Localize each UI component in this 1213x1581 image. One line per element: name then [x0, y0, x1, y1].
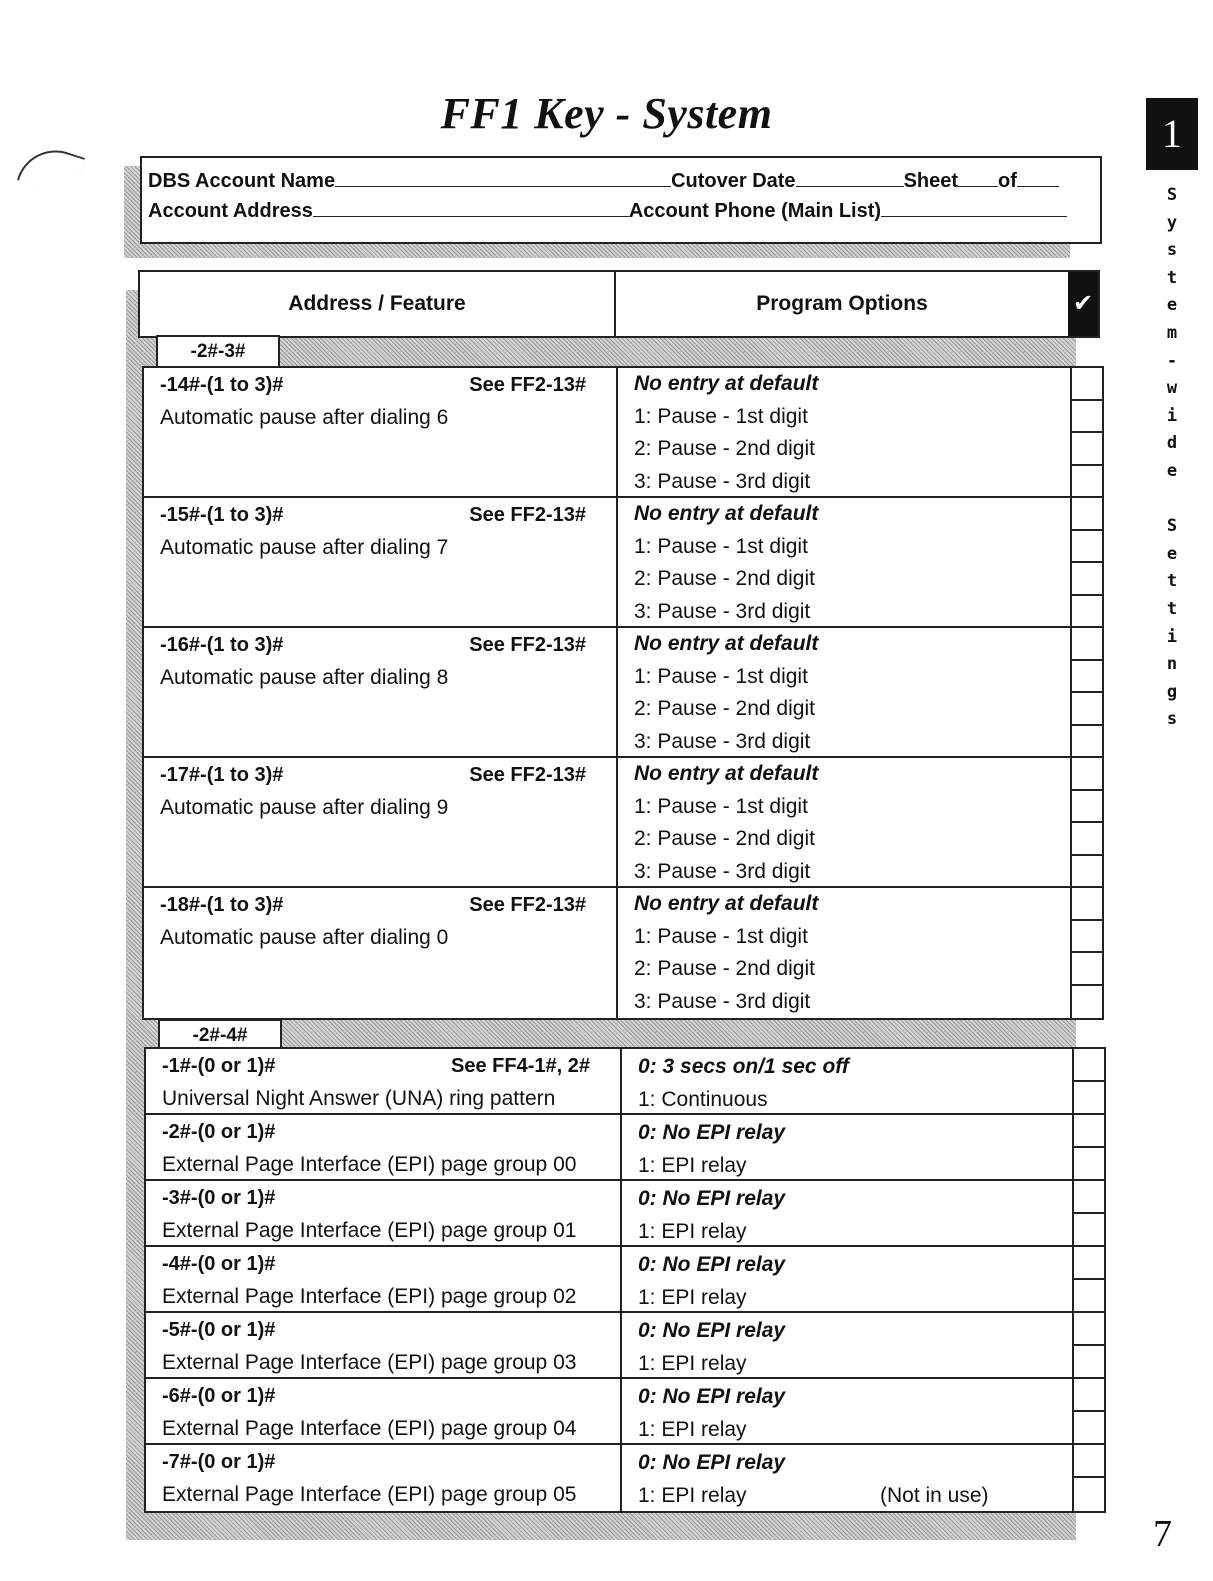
checkbox-column	[1072, 1313, 1104, 1377]
options-cell	[618, 758, 1070, 886]
default-option: 0: No EPI relay	[638, 1451, 786, 1474]
feature-description: External Page Interface (EPI) page group 03	[162, 1351, 577, 1374]
chapter-tab: 1	[1146, 98, 1198, 170]
side-letter: m	[1166, 322, 1178, 343]
sheet-field[interactable]	[958, 168, 998, 187]
program-option: 1: Continuous	[638, 1087, 768, 1111]
options-cell	[622, 1115, 1072, 1179]
checkmark-icon: ✔	[1068, 272, 1098, 336]
address-cell	[146, 1379, 622, 1443]
options-cell	[618, 368, 1070, 496]
option-checkbox[interactable]	[1072, 921, 1102, 954]
corner-mark	[17, 140, 85, 198]
of-field[interactable]	[1017, 168, 1059, 187]
address-cell	[146, 1115, 622, 1179]
program-option: 3: Pause - 3rd digit	[634, 989, 811, 1013]
table-row	[144, 498, 1102, 628]
table-row	[146, 1115, 1104, 1181]
side-letter: w	[1166, 378, 1178, 399]
option-checkbox[interactable]	[1072, 953, 1102, 986]
checkbox-column	[1070, 628, 1102, 756]
options-cell	[622, 1049, 1072, 1113]
program-option: 1: EPI relay	[638, 1417, 747, 1441]
options-cell	[618, 498, 1070, 626]
program-option: 1: EPI relay	[638, 1351, 747, 1375]
default-option: 0: No EPI relay	[638, 1187, 786, 1210]
option-checkbox[interactable]	[1072, 368, 1102, 401]
feature-description: Automatic pause after dialing 9	[160, 796, 449, 819]
option-checkbox[interactable]	[1072, 758, 1102, 791]
see-reference: See FF2-13#	[469, 504, 586, 526]
side-letter: y	[1166, 212, 1178, 233]
side-letter: s	[1166, 240, 1178, 261]
program-option: 2: Pause - 2nd digit	[634, 567, 815, 590]
phone-field[interactable]	[881, 198, 1067, 217]
program-option: 1: Pause - 1st digit	[634, 404, 808, 428]
feature-description: Automatic pause after dialing 8	[160, 666, 449, 689]
option-checkbox[interactable]	[1074, 1379, 1104, 1412]
section-group	[144, 1047, 1106, 1513]
program-option: 1: Pause - 1st digit	[634, 664, 808, 688]
option-checkbox[interactable]	[1072, 401, 1102, 434]
option-checkbox[interactable]	[1074, 1412, 1104, 1445]
table-row	[144, 368, 1102, 498]
option-checkbox[interactable]	[1074, 1049, 1104, 1082]
program-option: 1: Pause - 1st digit	[634, 924, 808, 948]
option-checkbox[interactable]	[1072, 498, 1102, 531]
program-option: 1: EPI relay	[638, 1219, 747, 1243]
checkbox-column	[1070, 888, 1102, 1018]
address-field[interactable]	[313, 198, 629, 217]
option-checkbox[interactable]	[1072, 466, 1102, 499]
option-checkbox[interactable]	[1074, 1313, 1104, 1346]
feature-description: External Page Interface (EPI) page group 05	[162, 1483, 577, 1506]
option-checkbox[interactable]	[1072, 596, 1102, 629]
page-number: 7	[1153, 1513, 1172, 1555]
default-option: No entry at default	[634, 502, 819, 525]
default-option: 0: No EPI relay	[638, 1319, 786, 1342]
see-reference: See FF2-13#	[469, 764, 586, 786]
table-row	[146, 1247, 1104, 1313]
side-letter: s	[1166, 709, 1178, 730]
program-option: 1: Pause - 1st digit	[634, 534, 808, 558]
feature-description: Automatic pause after dialing 0	[160, 926, 449, 949]
program-option: 2: Pause - 2nd digit	[634, 437, 815, 460]
address-cell	[144, 498, 618, 626]
page-title: FF1 Key - System	[440, 89, 773, 138]
default-option: No entry at default	[634, 892, 819, 915]
checkbox-column	[1072, 1445, 1104, 1511]
side-letter: n	[1166, 654, 1178, 675]
option-checkbox[interactable]	[1072, 693, 1102, 726]
phone-label: Account Phone (Main List)	[628, 200, 882, 222]
default-option: 0: No EPI relay	[638, 1385, 786, 1408]
address-code: -14#-(1 to 3)#	[160, 374, 284, 396]
table-row	[144, 628, 1102, 758]
default-option: No entry at default	[634, 372, 819, 395]
side-letter: t	[1166, 267, 1178, 288]
checkbox-column	[1072, 1379, 1104, 1443]
option-checkbox[interactable]	[1072, 628, 1102, 661]
option-checkbox[interactable]	[1072, 531, 1102, 564]
see-reference: See FF2-13#	[469, 634, 586, 656]
side-letter: t	[1166, 571, 1178, 592]
side-letter: t	[1166, 598, 1178, 619]
side-letter: S	[1166, 185, 1178, 205]
side-letter: e	[1166, 543, 1178, 564]
feature-description: Automatic pause after dialing 6	[160, 406, 449, 429]
side-letter: S	[1166, 516, 1178, 537]
program-option: 1: EPI relay	[638, 1483, 747, 1507]
option-checkbox[interactable]	[1072, 661, 1102, 694]
default-option: No entry at default	[634, 762, 819, 785]
option-checkbox[interactable]	[1072, 823, 1102, 856]
program-option: 1: EPI relay	[638, 1153, 747, 1177]
see-reference: See FF2-13#	[469, 374, 586, 396]
header-address-feature: Address / Feature	[140, 272, 616, 336]
option-checkbox[interactable]	[1074, 1478, 1104, 1511]
cutover-label: Cutover Date	[671, 170, 796, 192]
program-option: 3: Pause - 3rd digit	[634, 729, 811, 753]
address-code: -1#-(0 or 1)#	[162, 1055, 276, 1077]
option-checkbox[interactable]	[1074, 1214, 1104, 1247]
checkbox-column	[1070, 368, 1102, 496]
option-checkbox[interactable]	[1074, 1115, 1104, 1148]
default-option: 0: No EPI relay	[638, 1253, 786, 1276]
address-code: -4#-(0 or 1)#	[162, 1253, 276, 1275]
program-option: 3: Pause - 3rd digit	[634, 469, 811, 493]
side-letter: d	[1166, 433, 1178, 454]
program-option: 1: Pause - 1st digit	[634, 794, 808, 818]
table-row	[144, 758, 1102, 888]
address-code: -18#-(1 to 3)#	[160, 894, 284, 916]
address-code: -17#-(1 to 3)#	[160, 764, 284, 786]
see-reference: See FF4-1#, 2#	[451, 1055, 590, 1077]
address-code: -3#-(0 or 1)#	[162, 1187, 276, 1209]
option-checkbox[interactable]	[1074, 1280, 1104, 1313]
option-checkbox[interactable]	[1072, 856, 1102, 889]
address-cell	[146, 1445, 622, 1511]
header-program-options: Program Options	[756, 292, 928, 315]
section-group	[142, 366, 1104, 1020]
program-option: 2: Pause - 2nd digit	[634, 957, 815, 980]
address-code: -7#-(0 or 1)#	[162, 1451, 276, 1473]
side-letter: i	[1166, 405, 1178, 426]
program-option: 2: Pause - 2nd digit	[634, 697, 815, 720]
options-cell	[622, 1181, 1072, 1245]
option-checkbox[interactable]	[1072, 726, 1102, 759]
address-cell	[146, 1049, 622, 1113]
option-note: (Not in use)	[880, 1483, 989, 1507]
options-cell	[622, 1247, 1072, 1311]
address-code: -5#-(0 or 1)#	[162, 1319, 276, 1341]
option-checkbox[interactable]	[1072, 433, 1102, 466]
table-row	[146, 1379, 1104, 1445]
address-cell	[146, 1313, 622, 1377]
sheet-label: Sheet	[903, 170, 959, 192]
account-name-field[interactable]	[335, 168, 671, 187]
table-row	[146, 1445, 1104, 1511]
address-code: -15#-(1 to 3)#	[160, 504, 284, 526]
account-name-label: DBS Account Name	[148, 170, 336, 192]
checkbox-column	[1072, 1181, 1104, 1245]
feature-description: External Page Interface (EPI) page group 04	[162, 1417, 577, 1440]
address-cell	[144, 368, 618, 496]
option-checkbox[interactable]	[1074, 1445, 1104, 1478]
table-header	[138, 270, 1100, 338]
address-cell	[144, 758, 618, 886]
side-letter: e	[1166, 460, 1178, 481]
section-label: -2#-3#	[156, 335, 280, 369]
feature-description: Automatic pause after dialing 7	[160, 536, 449, 559]
account-info-box	[140, 156, 1102, 244]
options-cell	[622, 1379, 1072, 1443]
feature-description: Universal Night Answer (UNA) ring pattern	[162, 1087, 556, 1110]
feature-description: External Page Interface (EPI) page group 02	[162, 1285, 577, 1308]
side-letter: i	[1166, 626, 1178, 647]
side-label	[1160, 182, 1184, 734]
cutover-field[interactable]	[796, 168, 904, 187]
table-row	[146, 1181, 1104, 1247]
checkbox-column	[1070, 758, 1102, 886]
side-letter	[1160, 486, 1184, 514]
side-letter: -	[1166, 350, 1178, 371]
table-row	[146, 1049, 1104, 1115]
address-code: -16#-(1 to 3)#	[160, 634, 284, 656]
address-cell	[144, 628, 618, 756]
section-label: -2#-4#	[158, 1019, 282, 1053]
program-option: 3: Pause - 3rd digit	[634, 859, 811, 883]
address-cell	[146, 1181, 622, 1245]
options-cell	[622, 1313, 1072, 1377]
option-checkbox[interactable]	[1074, 1181, 1104, 1214]
program-option: 1: EPI relay	[638, 1285, 747, 1309]
table-row	[144, 888, 1102, 1018]
side-letter: e	[1166, 295, 1178, 316]
side-letter: g	[1166, 681, 1178, 702]
checkbox-column	[1070, 498, 1102, 626]
option-checkbox[interactable]	[1074, 1346, 1104, 1379]
default-option: No entry at default	[634, 632, 819, 655]
checkbox-column	[1072, 1247, 1104, 1311]
see-reference: See FF2-13#	[469, 894, 586, 916]
program-option: 2: Pause - 2nd digit	[634, 827, 815, 850]
checkbox-column	[1072, 1115, 1104, 1179]
options-cell	[618, 628, 1070, 756]
option-checkbox[interactable]	[1072, 888, 1102, 921]
address-code: -2#-(0 or 1)#	[162, 1121, 276, 1143]
option-checkbox[interactable]	[1072, 986, 1102, 1019]
checkbox-column	[1072, 1049, 1104, 1113]
options-cell	[618, 888, 1070, 1018]
address-code: -6#-(0 or 1)#	[162, 1385, 276, 1407]
option-checkbox[interactable]	[1074, 1082, 1104, 1115]
option-checkbox[interactable]	[1072, 563, 1102, 596]
default-option: 0: No EPI relay	[638, 1121, 786, 1144]
feature-description: External Page Interface (EPI) page group 01	[162, 1219, 577, 1242]
table-row	[146, 1313, 1104, 1379]
of-label: of	[998, 170, 1017, 192]
address-cell	[144, 888, 618, 1018]
option-checkbox[interactable]	[1074, 1247, 1104, 1280]
program-option: 3: Pause - 3rd digit	[634, 599, 811, 623]
option-checkbox[interactable]	[1074, 1148, 1104, 1181]
feature-description: External Page Interface (EPI) page group 00	[162, 1153, 577, 1176]
address-label: Account Address	[148, 200, 313, 222]
options-cell	[622, 1445, 1072, 1511]
default-option: 0: 3 secs on/1 sec off	[638, 1055, 849, 1078]
address-cell	[146, 1247, 622, 1311]
option-checkbox[interactable]	[1072, 791, 1102, 824]
